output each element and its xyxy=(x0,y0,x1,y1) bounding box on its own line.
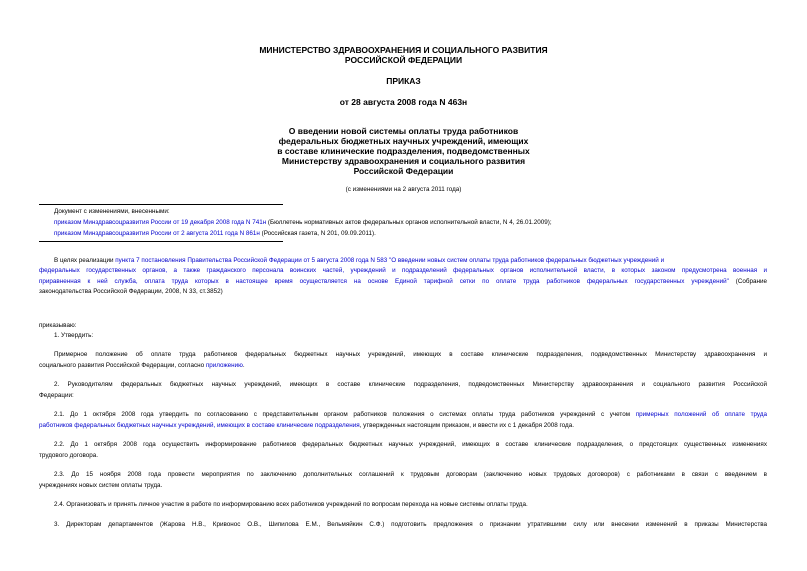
divider-bottom xyxy=(39,241,283,242)
preamble-line-4: законодательства Российской Федерации, 2008, N 33, ст.3852) xyxy=(39,288,223,295)
amendment-link-2[interactable]: приказом Минздравсоцразвития России от 2 августа 2011 года N 861н xyxy=(54,230,260,237)
document-title-line: Российской Федерации xyxy=(353,166,454,176)
divider-top xyxy=(39,204,283,205)
preamble-line-2[interactable]: федеральных государственных органов, а также гражданского персонала воинских частей, учреждений и подразделений федеральных органов исполнительной власти, в которых законом предусмотрена военная и xyxy=(39,267,767,274)
document-date-number: от 28 августа 2008 года N 463н xyxy=(339,97,468,107)
paragraph-2-1-line-2: работников федеральных бюджетных научных учреждений, имеющих в составе клинические подразделения, утвержденных настоящим приказом, и ввести их с 1 декабря 2008 года. xyxy=(39,422,574,429)
changes-note: (с изменениями на 2 августа 2011 года) xyxy=(345,186,462,193)
amendments-intro: Документ с изменениями, внесенными: xyxy=(54,208,170,215)
document-title-line: в составе клинические подразделения, подведомственных xyxy=(277,146,530,156)
paragraph-2-line-2: Федерации: xyxy=(39,392,74,399)
amendment-item-1: приказом Минздравсоцразвития России от 19 декабря 2008 года N 741н (Бюллетень нормативных актов федеральных органов исполнительной власти, N 4, 26.01.2009); xyxy=(54,219,552,226)
paragraph-3-line-1: 3. Директорам департаментов (Жарова Н.В., Кривонос О.В., Шипилова Е.М., Вельмяйкин С.Ф.) подготовить предложения о признании утратившими силу или внесении изменений в приказы Министерства xyxy=(54,521,767,528)
paragraph-1a-line-1: Примерное положение об оплате труда работников федеральных бюджетных научных учреждений, имеющих в составе клинические подразделения, подведомственных Министерству здравоохранения и xyxy=(54,351,767,358)
paragraph-2-3-line-1: 2.3. До 15 ноября 2008 года провести мероприятия по заключению дополнительных соглашений к трудовым договорам (заключению новых трудовых договоров) с работниками в связи с введением в xyxy=(54,471,767,478)
ministry-line-2: РОССИЙСКОЙ ФЕДЕРАЦИИ xyxy=(344,55,463,65)
paragraph-2-1-line-1: 2.1. До 1 октября 2008 года утвердить по согласованию с представительным органом работников положения о системах оплаты труда работников учреждений с учетом примерных положений об оплате труда xyxy=(54,411,767,418)
preamble-line-1: В целях реализации пункта 7 постановления Правительства Российской Федерации от 5 августа 2008 года N 583 "О введении новых систем оплаты труда работников федеральных бюджетных учреждений и xyxy=(54,257,665,264)
paragraph-2-4: 2.4. Организовать и принять личное участие в работе по информированию всех работников учреждений по вопросам перехода на новые системы оплаты труда. xyxy=(54,501,528,508)
appendix-link[interactable]: приложению xyxy=(205,362,243,369)
paragraph-1: 1. Утвердить: xyxy=(54,332,94,339)
paragraph-2-2-line-2: трудового договора. xyxy=(39,452,98,459)
amendment-item-2: приказом Минздравсоцразвития России от 2 августа 2011 года N 861н (Российская газета, N 201, 09.09.2011). xyxy=(54,230,376,237)
paragraph-2-3-line-2: учреждениях новых систем оплаты труда. xyxy=(39,482,163,489)
document-title-line: Министерству здравоохранения и социального развития xyxy=(281,156,526,166)
resolution-link[interactable]: пункта 7 постановления Правительства Российской Федерации от 5 августа 2008 года N 583 "О введении новых систем оплаты труда работников федеральных бюджетных учреждений и xyxy=(115,257,665,264)
preamble-line-3: приравненная к ней служба, оплата труда которых в настоящее время осуществляется на основе Единой тарифной сетки по оплате труда работников федеральных государственных учреждений" (Собрание xyxy=(39,278,767,285)
paragraph-2-2-line-1: 2.2. До 1 октября 2008 года осуществить информирование работников федеральных бюджетных научных учреждений, имеющих в составе клинические подразделения, о предстоящих существенных изменениях xyxy=(54,441,767,448)
paragraph-1a-line-2: социального развития Российской Федерации, согласно приложению. xyxy=(39,362,245,369)
orders-word: приказываю: xyxy=(39,322,77,329)
model-provisions-link[interactable]: примерных положений об оплате труда xyxy=(635,411,767,418)
amendment-link-1[interactable]: приказом Минздравсоцразвития России от 19 декабря 2008 года N 741н xyxy=(54,219,267,226)
paragraph-2-line-1: 2. Руководителям федеральных бюджетных научных учреждений, имеющих в составе клинические подразделения, подведомственных Министерству здравоохранения и социального развития Российской xyxy=(54,381,767,388)
document-title-line: О введении новой системы оплаты труда работников xyxy=(288,126,519,136)
ministry-line-1: МИНИСТЕРСТВО ЗДРАВООХРАНЕНИЯ И СОЦИАЛЬНОГО РАЗВИТИЯ xyxy=(259,45,548,55)
document-type: ПРИКАЗ xyxy=(386,76,421,86)
document-title-line: федеральных бюджетных научных учреждений, имеющих xyxy=(278,136,529,146)
